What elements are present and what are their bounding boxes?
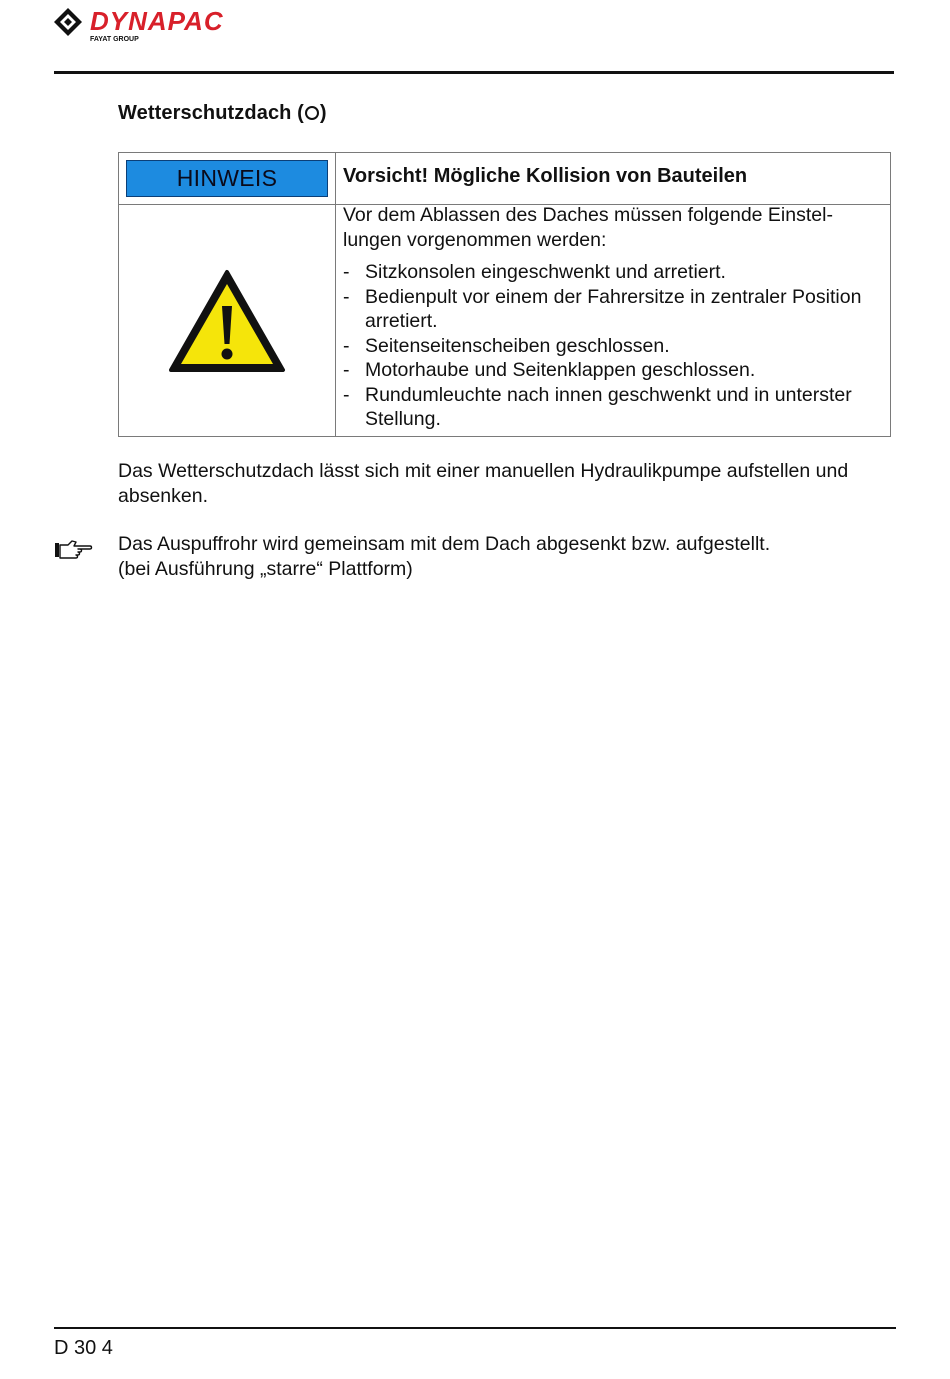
notice-label-badge: HINWEIS: [126, 160, 328, 197]
logo-wordmark: DYNAPAC: [90, 6, 224, 36]
footer-rule: [54, 1327, 896, 1329]
pointing-hand-icon: [54, 537, 94, 561]
section-title-suffix: ): [319, 102, 327, 124]
body-paragraph: Das Wetterschutzdach lässt sich mit einer manuellen Hydraulikpumpe aufstellen und absenken.: [118, 460, 849, 507]
list-item: - Seitenseitenscheiben geschlossen.: [343, 334, 670, 357]
dynapac-logo: [52, 6, 312, 46]
list-item: - Motorhaube und Seitenklappen geschlossen.: [343, 359, 756, 381]
note-line-1: Das Auspuffrohr wird gemeinsam mit dem Dach abgesenkt bzw. aufgestellt.: [118, 533, 771, 555]
notice-box: [118, 152, 891, 437]
notice-heading: Vorsicht! Mögliche Kollision von Bauteilen: [343, 165, 748, 187]
note-paragraph: [118, 532, 908, 581]
notice-checklist: [343, 260, 883, 432]
list-item: - Sitzkonsolen eingeschwenkt und arretiert.: [343, 261, 726, 283]
warning-triangle-icon: [167, 268, 287, 376]
header-rule: [54, 71, 894, 74]
optional-equipment-icon: [305, 106, 319, 120]
list-item: - Bedienpult vor einem der Fahrersitze in zentraler Position arretiert.: [343, 285, 862, 332]
list-item: - Rundumleuchte nach innen geschwenkt und in unterster Stellung.: [343, 383, 852, 430]
section-title-text: Wetterschutzdach (: [118, 102, 304, 124]
page-number: D 30 4: [54, 1337, 113, 1359]
note-line-2: (bei Ausführung „starre“ Plattform): [118, 557, 413, 580]
logo-diamond-icon: [54, 8, 82, 36]
notice-intro: Vor dem Ablassen des Daches müssen folgende Einstel-lungen vorgenommen werden:: [343, 204, 833, 251]
notice-body: [343, 203, 883, 432]
section-title: [118, 102, 327, 125]
notice-column-divider: [335, 153, 336, 436]
logo-subtext: FAYAT GROUP: [90, 36, 139, 43]
